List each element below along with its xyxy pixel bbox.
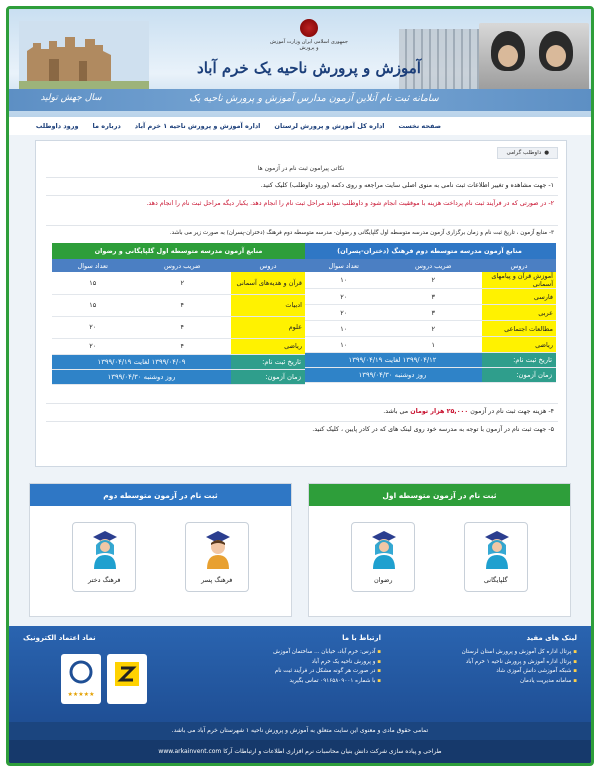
subject-cell: عربی (482, 305, 556, 321)
register-second-box (29, 483, 292, 617)
student-girl-icon (91, 529, 119, 569)
col-questions: تعداد سوال (52, 259, 133, 272)
questions-cell: ۱۵ (52, 294, 133, 316)
student-boy-icon (204, 529, 232, 569)
registration-date-value: ۱۳۹۹/۰۴/۱۲ لغایت ۱۳۹۹/۰۴/۱۹ (303, 353, 482, 368)
useful-links-title: لینک های مفید (526, 634, 577, 642)
exam-table-first (52, 243, 305, 385)
note-4 (46, 407, 554, 416)
col-subject: دروس (231, 259, 305, 272)
subject-cell: ریاضی (482, 337, 556, 353)
iran-emblem-icon (300, 19, 318, 37)
registration-date-row (52, 354, 305, 369)
registration-date-label: تاریخ ثبت نام: (231, 354, 305, 369)
divider (46, 403, 558, 404)
year-slogan: سال جهش تولید (40, 93, 102, 103)
table-row (52, 294, 305, 316)
student-girl-icon (483, 529, 511, 569)
contact-title: ارتباط با ما (342, 634, 381, 642)
col-coefficient: ضریب دروس (133, 259, 231, 272)
note-4-suffix: می باشد. (383, 408, 409, 415)
questions-cell: ۲۰ (303, 305, 384, 321)
questions-cell: ۲۰ (52, 316, 133, 338)
registration-date-row (303, 353, 556, 368)
coefficient-cell: ۴ (133, 294, 231, 316)
exam-time-row (52, 369, 305, 384)
contact-line: ▪ و پرورش ناحیه یک خرم آباد (273, 658, 381, 668)
contact-line: ▪ آدرس: خرم آباد، خیابان ... ساختمان آموزش (273, 648, 381, 658)
enamad-badge-icon[interactable] (61, 654, 101, 704)
coefficient-cell: ۲ (384, 321, 482, 337)
coefficient-cell: ۴ (133, 316, 231, 338)
questions-cell: ۱۵ (52, 272, 133, 294)
table-row (303, 272, 556, 289)
subject-cell: علوم (231, 316, 305, 338)
fee-amount: ۲۵,۰۰۰ هزار تومان (410, 408, 469, 415)
coefficient-cell: ۱ (384, 337, 482, 353)
questions-cell: ۱۰ (303, 272, 384, 289)
exam-first-caption: منابع آزمون مدرسه متوسطه اول گلپایگانی و رضوان (52, 243, 305, 259)
col-questions: تعداد سوال (303, 259, 384, 272)
subject-cell: مطالعات اجتماعی (482, 321, 556, 337)
school-name: گلپایگانی (483, 576, 508, 584)
table-row (303, 305, 556, 321)
student-girl-icon (370, 529, 398, 569)
svg-text:★★★★★: ★★★★★ (67, 691, 95, 698)
subject-cell: ریاضی (231, 338, 305, 354)
school-name: رضوان (373, 576, 393, 584)
subject-cell: آموزش قرآن و پیامهای آسمانی (482, 272, 556, 289)
useful-links (462, 634, 577, 686)
table-row (303, 337, 556, 353)
site-header (9, 9, 591, 117)
coefficient-cell: ۲ (384, 272, 482, 289)
coefficient-cell: ۲ (133, 272, 231, 294)
footer-link[interactable]: ▪ شبکه آموزشی دانش آموزی شاد (462, 667, 577, 677)
col-coefficient: ضریب دروس (384, 259, 482, 272)
coefficient-cell: ۴ (133, 338, 231, 354)
footer-link[interactable]: ▪ پرتال اداره آموزش و پرورش ناحیه ۱ خرم آباد (462, 658, 577, 668)
breadcrumb-label: داوطلب گرامی (506, 150, 542, 156)
register-rezvan-card[interactable] (351, 522, 415, 592)
note-1: ۱- جهت مشاهده و تغییر اطلاعات ثبت نامی به منوی اصلی سایت مراجعه و روی دکمه (ورود داوطلب) کلیک کنید. (260, 182, 554, 189)
questions-cell: ۲۰ (303, 289, 384, 305)
divider (46, 177, 558, 178)
nav-about[interactable]: درباره ما (92, 122, 121, 130)
exam-time-value: روز دوشنبه ۱۳۹۹/۰۴/۳۰ (303, 368, 482, 383)
emblem-caption: جمهوری اسلامی ایران وزارت آموزش و پرورش (269, 39, 349, 51)
exam-first-table (52, 259, 305, 385)
divider (46, 195, 558, 196)
exam-second-caption: منابع آزمون مدرسه متوسطه دوم فرهنگ (دختران-پسران) (303, 243, 556, 259)
nav-home[interactable]: صفحه نخست (398, 122, 441, 130)
trust-seal (23, 634, 143, 648)
note-2: ۲- در صورتی که در فرآیند ثبت نام پرداخت هزینه با موفقیت انجام شود و داوطلب نتواند مراحل ثبت نام را انجام دهد. یکبار دیگه مراحل ثبت نام را انجام دهد. (146, 200, 554, 207)
table-row (52, 272, 305, 294)
coefficient-cell: ۳ (384, 289, 482, 305)
questions-cell: ۱۰ (303, 321, 384, 337)
nav-province-office[interactable]: اداره کل آموزش و پرورش لرستان (274, 122, 385, 130)
exam-table-second (303, 243, 556, 383)
copyright: تمامی حقوق مادی و معنوی این سایت متعلق به آموزش و پرورش ناحیه ۱ شهرستان خرم آباد می باشد. (9, 722, 591, 740)
note-5: ۵- جهت ثبت نام در آزمون با توجه به مدرسه خود روی لینک های که در کادر پایین ، کلیک کنید. (312, 426, 554, 433)
questions-cell: ۱۰ (303, 337, 384, 353)
divider (46, 225, 558, 226)
breadcrumb (497, 147, 558, 159)
user-icon: ● (544, 150, 549, 156)
info-panel (35, 140, 567, 467)
page-frame (6, 6, 594, 766)
coefficient-cell: ۳ (384, 305, 482, 321)
table-row (303, 321, 556, 337)
falak-ol-aflak-fortress-image (19, 21, 149, 89)
col-subject: دروس (482, 259, 556, 272)
footer-link[interactable]: ▪ پرتال اداره کل آموزش و پرورش استان لرستان (462, 648, 577, 658)
samandehi-badge-icon[interactable] (107, 654, 147, 704)
nav-login[interactable]: ورود داوطلب (35, 122, 79, 130)
school-name: فرهنگ دختر (88, 576, 121, 584)
site-subtitle: سامانه ثبت نام آنلاین آزمون مدارس آموزش و پرورش ناحیه یک (189, 93, 439, 104)
register-farhang-girl-card[interactable] (72, 522, 136, 592)
subject-cell: قرآن و هدیه‌های آسمانی (231, 272, 305, 294)
registration-date-label: تاریخ ثبت نام: (482, 353, 556, 368)
table-row (303, 289, 556, 305)
school-name: فرهنگ پسر (201, 576, 233, 584)
note-3: ۳- منابع آزمون ، تاریخ ثبت نام و زمان برگزاری آزمون مدرسه متوسطه اول گلپایگانی و رضوان- مدرسه متوسطه دوم فرهنگ (دختران-پسران) به صورت زیر می باشد. (169, 230, 554, 236)
contact-line: ▪ با شماره ۰۹۱۶۵۸۰۹۰۰۱ تماس بگیرید (273, 677, 381, 687)
table-row (52, 316, 305, 338)
exam-time-label: زمان آزمون: (231, 369, 305, 384)
registration-date-value: ۱۳۹۹/۰۴/۰۹ لغایت ۱۳۹۹/۰۴/۱۹ (52, 354, 231, 369)
contact-line: ▪ در صورت هر گونه مشکل در فرآیند ثبت نام (273, 667, 381, 677)
exam-time-row (303, 368, 556, 383)
contact-us (273, 634, 381, 686)
divider (46, 421, 558, 422)
register-first-box (308, 483, 571, 617)
site-footer (9, 626, 591, 722)
register-second-caption: ثبت نام در آزمون متوسطه دوم (30, 484, 291, 506)
subject-cell: فارسی (482, 289, 556, 305)
designer-credit[interactable]: طراحی و پیاده سازی شرکت دانش بنیان محاسبات نرم افزاری اطلاعات و ارتباطات آرکا www.arkainvent.com (9, 740, 591, 763)
subject-cell: ادبیات (231, 294, 305, 316)
exam-time-label: زمان آزمون: (482, 368, 556, 383)
note-4-text: ۴- هزینه جهت ثبت نام در آزمون (470, 408, 554, 415)
register-golpayegani-card[interactable] (464, 522, 528, 592)
register-farhang-boy-card[interactable] (185, 522, 249, 592)
exam-second-table (303, 259, 556, 383)
notes-heading: نکاتی پیرامون ثبت نام در آزمون ها (257, 165, 345, 172)
table-row (52, 338, 305, 354)
trust-seal-title: نماد اعتماد الکترونیک (23, 634, 96, 642)
questions-cell: ۲۰ (52, 338, 133, 354)
main-nav (9, 117, 591, 135)
footer-link[interactable]: ▪ سامانه مدیریت یادمان (462, 677, 577, 687)
register-first-caption: ثبت نام در آزمون متوسطه اول (309, 484, 570, 506)
exam-time-value: روز دوشنبه ۱۳۹۹/۰۴/۳۰ (52, 369, 231, 384)
nav-district-office[interactable]: اداره آموزش و پرورش ناحیه ۱ خرم آباد (134, 122, 261, 130)
site-title: آموزش و پرورش ناحیه یک خرم آباد (197, 59, 421, 77)
